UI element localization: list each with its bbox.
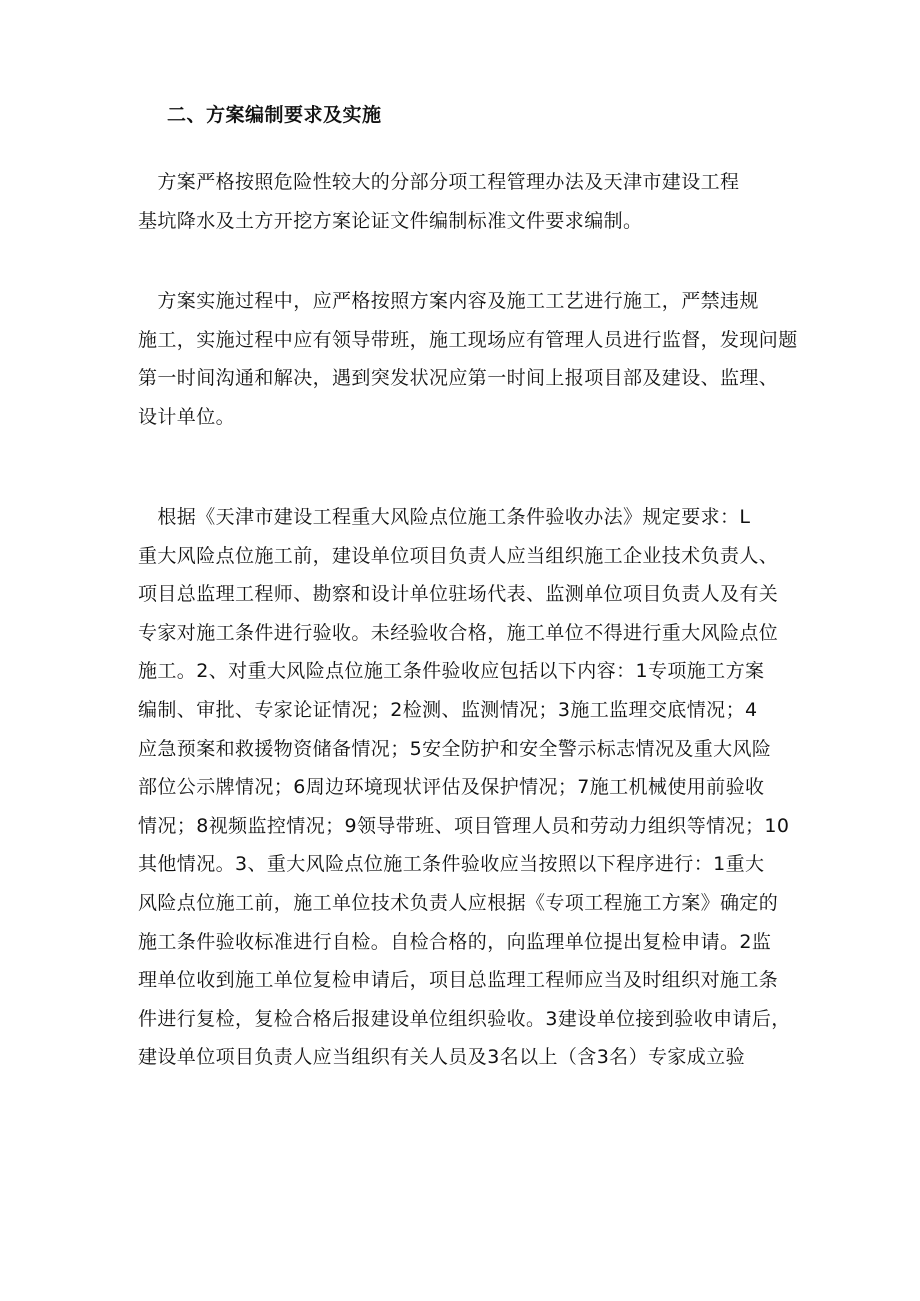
paragraph-line: 施工，实施过程中应有领导带班，施工现场应有管理人员进行监督，发现问题 bbox=[138, 328, 798, 351]
paragraph-line: 施工。2、对重大风险点位施工条件验收应包括以下内容：1专项施工方案 bbox=[138, 660, 765, 683]
paragraph-line: 理单位收到施工单位复检申请后，项目总监理工程师应当及时组织对施工条 bbox=[138, 969, 779, 992]
paragraph-line: 施工条件验收标准进行自检。自检合格的，向监理单位提出复检申请。2监 bbox=[138, 930, 772, 953]
paragraph-line: 情况；8视频监控情况；9领导带班、项目管理人员和劳动力组织等情况；10 bbox=[138, 814, 790, 837]
paragraph-line: 第一时间沟通和解决，遇到突发状况应第一时间上报项目部及建设、监理、 bbox=[138, 367, 779, 390]
paragraph-line: 项目总监理工程师、勘察和设计单位驻场代表、监测单位项目负责人及有关 bbox=[138, 583, 779, 606]
paragraph-line: 件进行复检，复检合格后报建设单位组织验收。3建设单位接到验收申请后， bbox=[138, 1007, 791, 1030]
paragraph-line: 方案实施过程中，应严格按照方案内容及施工工艺进行施工，严禁违规 bbox=[138, 290, 759, 312]
paragraph-line: 设计单位。 bbox=[138, 405, 236, 428]
paragraph-line: 建设单位项目负责人应当组织有关人员及3名以上（含3名）专家成立验 bbox=[138, 1046, 745, 1069]
paragraph-line: 其他情况。3、重大风险点位施工条件验收应当按照以下程序进行：1重大 bbox=[138, 853, 765, 876]
paragraph-line: 应急预案和救援物资储备情况；5安全防护和安全警示标志情况及重大风险 bbox=[138, 737, 772, 760]
paragraph-plan-implementation bbox=[138, 282, 798, 436]
paragraph-line: 基坑降水及土方开挖方案论证文件编制标准文件要求编制。 bbox=[138, 209, 643, 232]
paragraph-acceptance-requirements bbox=[138, 498, 798, 1077]
paragraph-line: 风险点位施工前，施工单位技术负责人应根据《专项工程施工方案》确定的 bbox=[138, 891, 779, 914]
paragraph-plan-compilation bbox=[138, 163, 798, 240]
section-heading: 二、方案编制要求及实施 bbox=[167, 104, 382, 126]
paragraph-line: 根据《天津市建设工程重大风险点位施工条件验收办法》规定要求：L bbox=[138, 506, 751, 528]
paragraph-line: 专家对施工条件进行验收。未经验收合格，施工单位不得进行重大风险点位 bbox=[138, 621, 779, 644]
paragraph-line: 部位公示牌情况；6周边环境现状评估及保护情况；7施工机械使用前验收 bbox=[138, 776, 765, 799]
paragraph-line: 重大风险点位施工前，建设单位项目负责人应当组织施工企业技术负责人、 bbox=[138, 544, 779, 567]
paragraph-line: 方案严格按照危险性较大的分部分项工程管理办法及天津市建设工程 bbox=[138, 171, 740, 193]
paragraph-line: 编制、审批、专家论证情况；2检测、监测情况；3施工监理交底情况；4 bbox=[138, 698, 758, 721]
